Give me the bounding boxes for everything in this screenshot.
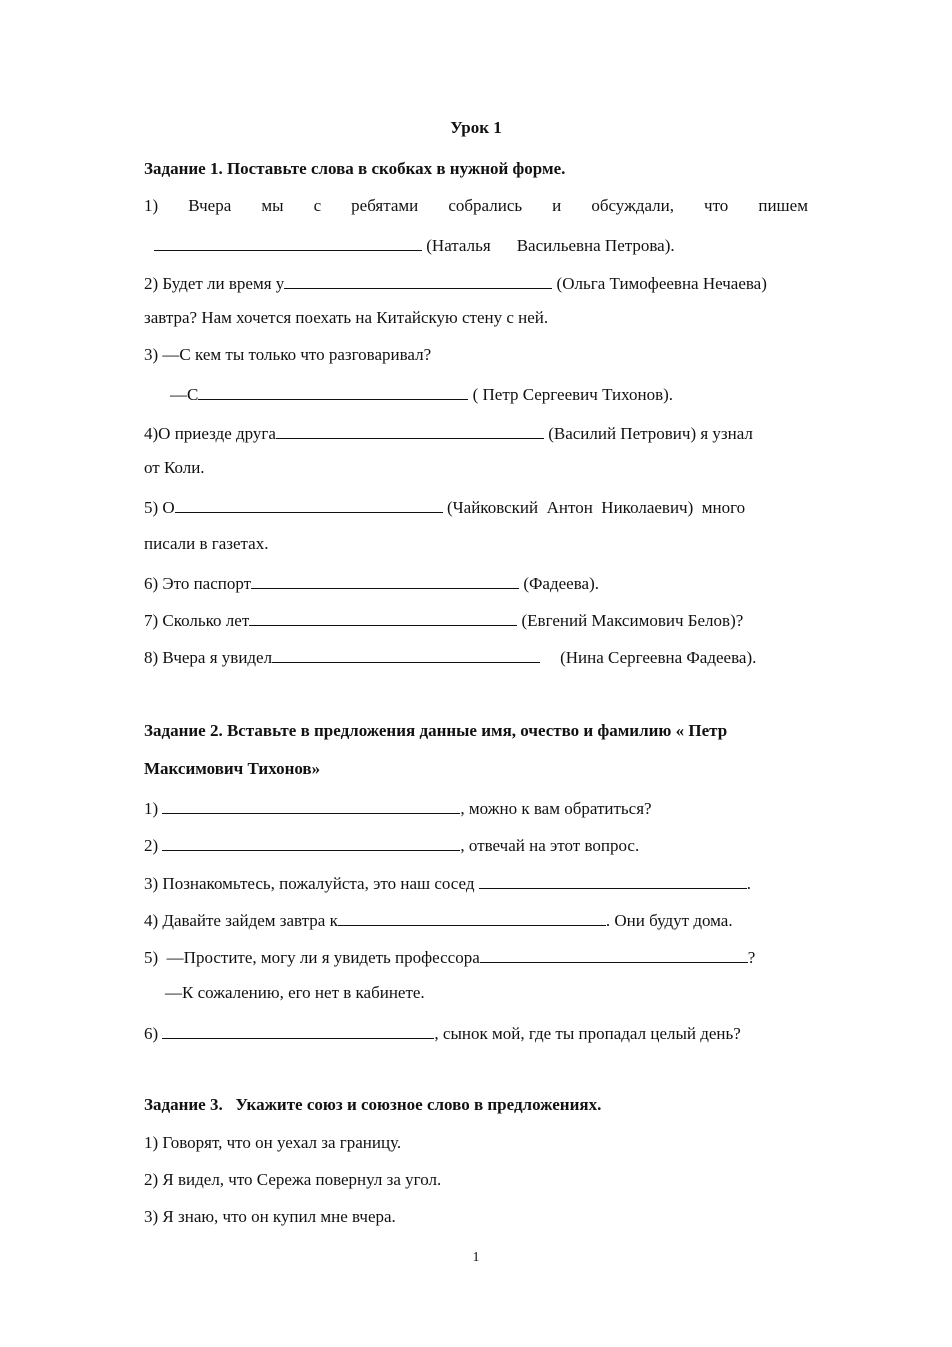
word: собрались	[448, 196, 523, 215]
task1-item3-answer	[170, 381, 842, 406]
word: Вчера	[188, 196, 232, 215]
item-text: 4) Давайте зайдем завтра к	[144, 911, 338, 930]
hint-text: (Чайковский Антон Николаевич) много	[442, 498, 746, 517]
hint-text: ( Петр Сергеевич Тихонов).	[468, 385, 674, 404]
hint-text: Васильевна Петрова).	[516, 236, 675, 255]
item-text: ―С	[170, 385, 199, 404]
hint-text: (Ольга Тимофеевна Нечаева)	[552, 274, 767, 293]
word: мы	[261, 196, 284, 215]
answer-blank[interactable]	[162, 1020, 434, 1039]
item-text: , можно к вам обратиться?	[460, 799, 652, 818]
task1-item4-cont: от Коли.	[144, 458, 205, 477]
answer-blank[interactable]	[162, 832, 460, 851]
answer-blank[interactable]	[175, 494, 443, 513]
item-text: 2) Будет ли время у	[144, 274, 285, 293]
answer-blank[interactable]	[162, 795, 460, 814]
task1-item8	[144, 644, 816, 669]
task1-item6	[144, 570, 816, 595]
word: пишем	[758, 196, 808, 215]
task2-item5	[144, 944, 816, 969]
item-text: ?	[747, 948, 756, 967]
answer-blank[interactable]	[154, 232, 422, 251]
hint-text: (Евгений Максимович Белов)?	[517, 611, 744, 630]
item-text: 8) Вчера я увидел	[144, 648, 273, 667]
task1-item5-cont: писали в газетах.	[144, 534, 269, 553]
item-text: 2)	[144, 836, 163, 855]
page-number: 1	[472, 1250, 480, 1265]
task3-heading: Задание 3. Укажите союз и союзное слово в предложениях.	[144, 1095, 602, 1114]
task2-item6	[144, 1020, 816, 1045]
task1-item2	[144, 270, 816, 295]
task1-item3-question: 3) ―С кем ты только что разговаривал?	[144, 345, 432, 364]
task3-item: 1) Говорят, что он уехал за границу.	[144, 1133, 402, 1152]
item-text: 1)	[144, 799, 163, 818]
task3-item: 2) Я видел, что Сережа повернул за угол.	[144, 1170, 442, 1189]
answer-blank[interactable]	[276, 420, 544, 439]
hint-text: (Фадеева).	[519, 574, 599, 593]
item-text: 3) Познакомьтесь, пожалуйста, это наш сосед	[144, 874, 479, 893]
task2-item2	[144, 832, 816, 857]
task1-item1-line1	[144, 195, 808, 217]
word: ребятами	[351, 196, 419, 215]
word: что	[704, 196, 729, 215]
task2-item3	[144, 870, 816, 895]
item-text: 7) Сколько лет	[144, 611, 250, 630]
item-text: 5) ―Простите, могу ли я увидеть профессора	[144, 948, 480, 967]
word: с	[313, 196, 322, 215]
task1-item7	[144, 607, 816, 632]
item-text: 6) Это паспорт	[144, 574, 252, 593]
answer-blank[interactable]	[272, 644, 540, 663]
answer-blank[interactable]	[284, 270, 552, 289]
task2-heading-line2: Максимович Тихонов»	[144, 759, 321, 778]
task2-heading-line1: Задание 2. Вставьте в предложения данные имя, очество и фамилию « Петр	[144, 721, 728, 740]
task1-item1-line2	[144, 232, 816, 257]
task1-item2-cont: завтра? Нам хочется поехать на Китайскую стену с ней.	[144, 308, 549, 327]
item-text: 5) О	[144, 498, 175, 517]
word: обсуждали,	[591, 196, 674, 215]
item-text: , сынок мой, где ты пропадал целый день?	[434, 1024, 741, 1043]
hint-text: (Василий Петрович) я узнал	[543, 424, 753, 443]
item-text: .	[746, 874, 752, 893]
hint-text: (Нина Сергеевна Фадеева).	[560, 648, 757, 667]
answer-blank[interactable]	[249, 607, 517, 626]
answer-blank[interactable]	[251, 570, 519, 589]
task3-item: 3) Я знаю, что он купил мне вчера.	[144, 1207, 396, 1226]
item-text: , отвечай на этот вопрос.	[460, 836, 640, 855]
task1-item5	[144, 494, 816, 519]
item-text: 6)	[144, 1024, 163, 1043]
item-text: 4)О приезде друга	[144, 424, 276, 443]
hint-text: (Наталья	[426, 236, 491, 255]
word: 1)	[144, 196, 159, 215]
task1-item4	[144, 420, 816, 445]
task2-item5-reply: ―К сожалению, его нет в кабинете.	[165, 983, 425, 1002]
task2-item1	[144, 795, 816, 820]
answer-blank[interactable]	[479, 870, 747, 889]
task2-item4	[144, 907, 816, 932]
answer-blank[interactable]	[198, 381, 468, 400]
answer-blank[interactable]	[480, 944, 748, 963]
answer-blank[interactable]	[338, 907, 606, 926]
item-text: . Они будут дома.	[605, 911, 733, 930]
word: и	[552, 196, 562, 215]
lesson-title: Урок 1	[450, 118, 502, 137]
task1-heading: Задание 1. Поставьте слова в скобках в нужной форме.	[144, 159, 566, 178]
